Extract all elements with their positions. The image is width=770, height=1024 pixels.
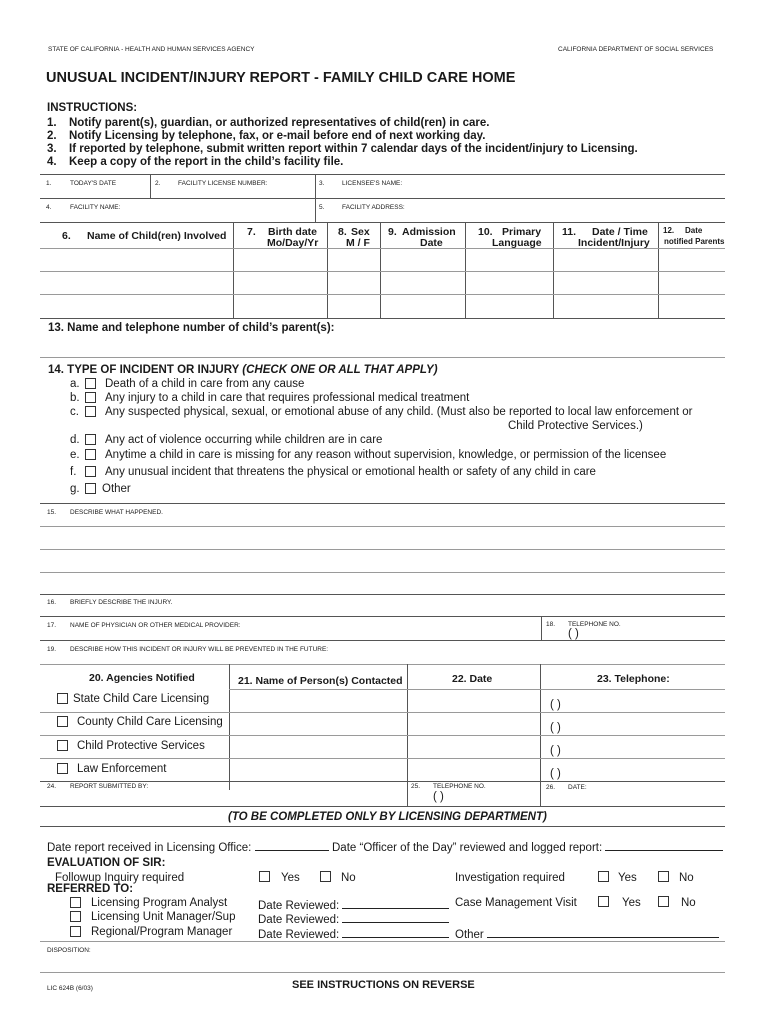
divider: [40, 712, 725, 713]
officer-review-line[interactable]: [605, 839, 723, 851]
instruction-2-num: 2.: [47, 130, 57, 142]
field-24-num: 24.: [47, 783, 57, 790]
investigation-no-checkbox[interactable]: [658, 871, 669, 882]
divider: [40, 664, 725, 665]
agency-phone-paren-2: ( ): [550, 722, 561, 734]
divider: [40, 758, 725, 759]
officer-review-field[interactable]: [332, 839, 723, 854]
divider: [233, 222, 234, 318]
col-12-num: 12.: [663, 226, 675, 235]
table-row[interactable]: [40, 248, 725, 249]
facility-address-label[interactable]: FACILITY ADDRESS:: [342, 204, 405, 211]
col-sex: Sex: [351, 226, 370, 238]
table-row[interactable]: [40, 271, 725, 272]
col-7-num: 7.: [247, 226, 256, 238]
field-5-num: 5.: [319, 204, 325, 211]
divider: [229, 664, 230, 790]
col-agency-telephone: 23. Telephone:: [597, 673, 670, 685]
divider: [40, 549, 725, 550]
law-enforcement-checkbox[interactable]: [57, 763, 68, 774]
option-c-text: Any suspected physical, sexual, or emotional abuse of any child. (Must also be reported to local law enforcement or: [105, 406, 693, 418]
followup-yes-label: Yes: [281, 872, 300, 884]
field-1-num: 1.: [46, 180, 52, 187]
col-primary: Primary: [502, 226, 542, 238]
followup-no-checkbox[interactable]: [320, 871, 331, 882]
col-child-names: Name of Child(ren) Involved: [87, 230, 227, 242]
ref-manager-date-label: Date Reviewed:: [258, 914, 340, 926]
option-a-checkbox[interactable]: [85, 378, 96, 389]
ref-regional-date-line[interactable]: [342, 926, 449, 938]
divider: [327, 222, 328, 318]
divider: [553, 222, 554, 318]
followup-label: Followup Inquiry required: [55, 872, 185, 884]
option-b-text: Any injury to a child in care that requires professional medical treatment: [105, 392, 470, 404]
referred-heading: REFERRED TO:: [47, 883, 134, 895]
field-17-num: 17.: [47, 622, 57, 629]
instruction-1-num: 1.: [47, 117, 57, 129]
describe-what-happened-label[interactable]: DESCRIBE WHAT HAPPENED.: [70, 509, 163, 516]
department-name: CALIFORNIA DEPARTMENT OF SOCIAL SERVICES: [558, 46, 714, 53]
ref-regional-date-field[interactable]: [258, 926, 449, 941]
county-licensing-checkbox[interactable]: [57, 716, 68, 727]
option-e-letter: e.: [70, 449, 80, 461]
describe-injury-label[interactable]: BRIEFLY DESCRIBE THE INJURY.: [70, 599, 173, 606]
submitter-phone-label[interactable]: TELEPHONE NO.: [433, 783, 486, 790]
col-date: Date: [685, 226, 703, 235]
option-d-text: Any act of violence occurring while children are in care: [105, 434, 383, 446]
state-licensing-checkbox[interactable]: [57, 693, 68, 704]
ref-regional-date-label: Date Reviewed:: [258, 929, 340, 941]
divider: [40, 318, 725, 319]
licensing-banner: (TO BE COMPLETED ONLY BY LICENSING DEPARTMENT): [228, 811, 547, 823]
option-a-letter: a.: [70, 378, 80, 390]
investigation-yes-label: Yes: [618, 872, 637, 884]
instruction-4-num: 4.: [47, 156, 57, 168]
field-25-num: 25.: [411, 783, 421, 790]
option-d-letter: d.: [70, 434, 80, 446]
physician-name-label[interactable]: NAME OF PHYSICIAN OR OTHER MEDICAL PROVIDER:: [70, 622, 241, 629]
submitter-phone-paren: ( ): [433, 791, 444, 803]
divider: [40, 222, 725, 223]
divider: [40, 526, 725, 527]
submit-date-label[interactable]: DATE:: [568, 784, 587, 791]
col-birth-date-format: Mo/Day/Yr: [267, 237, 319, 249]
option-e-checkbox[interactable]: [85, 449, 96, 460]
cps-checkbox[interactable]: [57, 740, 68, 751]
date-received-line[interactable]: [255, 839, 329, 851]
other-line[interactable]: [487, 926, 719, 938]
agency-county-licensing: County Child Care Licensing: [77, 716, 223, 728]
investigation-label: Investigation required: [455, 872, 565, 884]
field-15-num: 15.: [47, 509, 57, 516]
divider: [658, 222, 659, 318]
investigation-yes-checkbox[interactable]: [598, 871, 609, 882]
col-6-num: 6.: [62, 230, 71, 242]
divider: [40, 972, 725, 973]
case-management-yes-checkbox[interactable]: [598, 896, 609, 907]
divider: [40, 572, 725, 573]
disposition-label[interactable]: DISPOSITION:: [47, 947, 91, 954]
field-2-num: 2.: [155, 180, 161, 187]
incident-type-heading: [48, 364, 438, 376]
divider: [150, 174, 151, 198]
incident-type-heading-note: (CHECK ONE OR ALL THAT APPLY): [242, 364, 438, 376]
instruction-1: Notify parent(s), guardian, or authorized representatives of child(ren) in care.: [69, 117, 490, 129]
investigation-no-label: No: [679, 872, 694, 884]
divider: [40, 806, 725, 807]
date-received-field[interactable]: [47, 839, 329, 854]
col-agencies-notified: 20. Agencies Notified: [89, 672, 195, 684]
instruction-4: Keep a copy of the report in the child’s facility file.: [69, 156, 344, 168]
col-notified-parents: notified Parents: [664, 237, 725, 246]
incident-type-heading-text: 14. TYPE OF INCIDENT OR INJURY: [48, 364, 240, 376]
col-9-num: 9.: [388, 226, 397, 238]
facility-license-number-label[interactable]: FACILITY LICENSE NUMBER:: [178, 180, 268, 187]
case-management-yes-label: Yes: [622, 897, 641, 909]
col-date-time: Date / Time: [592, 226, 648, 238]
col-person-contacted: 21. Name of Person(s) Contacted: [238, 675, 403, 687]
option-f-checkbox[interactable]: [85, 466, 96, 477]
option-a-text: Death of a child in care from any cause: [105, 378, 305, 390]
option-c-checkbox[interactable]: [85, 406, 96, 417]
other-label: Other: [455, 929, 484, 941]
field-18-num: 18.: [546, 621, 556, 628]
date-received-label: Date report received in Licensing Office:: [47, 842, 252, 854]
prevention-label[interactable]: DESCRIBE HOW THIS INCIDENT OR INJURY WILL BE PREVENTED IN THE FUTURE:: [70, 646, 329, 653]
other-field[interactable]: [455, 926, 719, 941]
option-e-text: Anytime a child in care is missing for any reason without supervision, knowledge, or permission of the licensee: [105, 449, 667, 461]
field-3-num: 3.: [319, 180, 325, 187]
col-10-num: 10.: [478, 226, 493, 238]
agency-phone-paren-1: ( ): [550, 699, 561, 711]
option-d-checkbox[interactable]: [85, 434, 96, 445]
agency-law-enforcement: Law Enforcement: [77, 763, 167, 775]
instruction-3-num: 3.: [47, 143, 57, 155]
licensee-name-label[interactable]: LICENSEE'S NAME:: [342, 180, 403, 187]
report-submitted-by-label[interactable]: REPORT SUBMITTED BY:: [70, 783, 149, 790]
divider: [465, 222, 466, 318]
followup-yes-checkbox[interactable]: [259, 871, 270, 882]
case-management-label: Case Management Visit: [455, 897, 577, 909]
ref-regional-checkbox[interactable]: [70, 926, 81, 937]
agency-name: STATE OF CALIFORNIA - HEALTH AND HUMAN SERVICES AGENCY: [48, 46, 255, 53]
page-title: UNUSUAL INCIDENT/INJURY REPORT - FAMILY CHILD CARE HOME: [46, 70, 516, 86]
ref-manager-label: Licensing Unit Manager/Sup: [91, 911, 236, 923]
physician-phone-paren: ( ): [568, 628, 579, 640]
see-instructions-note: SEE INSTRUCTIONS ON REVERSE: [292, 979, 475, 991]
ref-analyst-date-line[interactable]: [342, 897, 449, 909]
physician-phone-label[interactable]: TELEPHONE NO.: [568, 621, 621, 628]
col-agency-date: 22. Date: [452, 673, 493, 685]
followup-no-label: No: [341, 872, 356, 884]
col-11-num: 11.: [562, 226, 577, 238]
col-language: Language: [492, 237, 542, 249]
option-f-letter: f.: [70, 466, 77, 478]
divider: [40, 616, 725, 617]
field-26-num: 26.: [546, 784, 556, 791]
option-g-checkbox[interactable]: [85, 483, 96, 494]
ref-analyst-date-label: Date Reviewed:: [258, 900, 340, 912]
divider: [40, 503, 725, 504]
officer-review-label: Date “Officer of the Day” reviewed and logged report:: [332, 842, 603, 854]
evaluation-heading: EVALUATION OF SIR:: [47, 857, 166, 869]
divider: [40, 594, 725, 595]
option-c-continuation: Child Protective Services.): [508, 420, 643, 432]
divider: [40, 640, 725, 641]
instruction-2: Notify Licensing by telephone, fax, or e-mail before end of next working day.: [69, 130, 486, 142]
divider: [40, 198, 725, 199]
agency-phone-paren-4: ( ): [550, 768, 561, 780]
divider: [541, 616, 542, 640]
ref-regional-label: Regional/Program Manager: [91, 926, 233, 938]
option-g-text: Other: [102, 483, 131, 495]
case-management-no-checkbox[interactable]: [658, 896, 669, 907]
field-19-num: 19.: [47, 646, 57, 653]
ref-analyst-checkbox[interactable]: [70, 897, 81, 908]
divider: [40, 357, 725, 358]
divider: [40, 826, 725, 827]
divider: [40, 941, 725, 942]
col-birth-date: Birth date: [268, 226, 318, 238]
field-16-num: 16.: [47, 599, 57, 606]
parents-name-phone-label[interactable]: 13. Name and telephone number of child’s parent(s):: [48, 322, 335, 334]
agency-state-licensing: State Child Care Licensing: [73, 693, 210, 705]
ref-analyst-label: Licensing Program Analyst: [91, 897, 228, 909]
option-b-checkbox[interactable]: [85, 392, 96, 403]
instruction-3: If reported by telephone, submit written report within 7 calendar days of the incident/injury to Licensing.: [69, 143, 638, 155]
col-incident-injury: Incident/Injury: [578, 237, 650, 249]
divider: [229, 689, 725, 690]
todays-date-label[interactable]: TODAY'S DATE: [70, 180, 117, 187]
divider: [40, 781, 725, 782]
ref-analyst-date-field[interactable]: [258, 897, 449, 912]
divider: [40, 735, 725, 736]
option-g-letter: g.: [70, 483, 80, 495]
col-admission-date: Date: [420, 237, 443, 249]
col-admission: Admission: [402, 226, 456, 238]
facility-name-label[interactable]: FACILITY NAME:: [70, 204, 121, 211]
agency-phone-paren-3: ( ): [550, 745, 561, 757]
instructions-heading: INSTRUCTIONS:: [47, 102, 138, 114]
option-f-text: Any unusual incident that threatens the physical or emotional health or safety of any child in care: [105, 466, 596, 478]
divider: [40, 174, 725, 175]
table-row[interactable]: [40, 294, 725, 295]
agency-cps: Child Protective Services: [77, 740, 205, 752]
form-id: LIC 624B (6/03): [47, 985, 93, 992]
option-c-letter: c.: [70, 406, 79, 418]
option-b-letter: b.: [70, 392, 80, 404]
divider: [380, 222, 381, 318]
case-management-no-label: No: [681, 897, 696, 909]
col-8-num: 8.: [338, 226, 347, 238]
ref-manager-date-field[interactable]: [258, 911, 449, 926]
field-4-num: 4.: [46, 204, 52, 211]
col-sex-options: M / F: [346, 237, 370, 249]
ref-manager-checkbox[interactable]: [70, 911, 81, 922]
ref-manager-date-line[interactable]: [342, 911, 449, 923]
